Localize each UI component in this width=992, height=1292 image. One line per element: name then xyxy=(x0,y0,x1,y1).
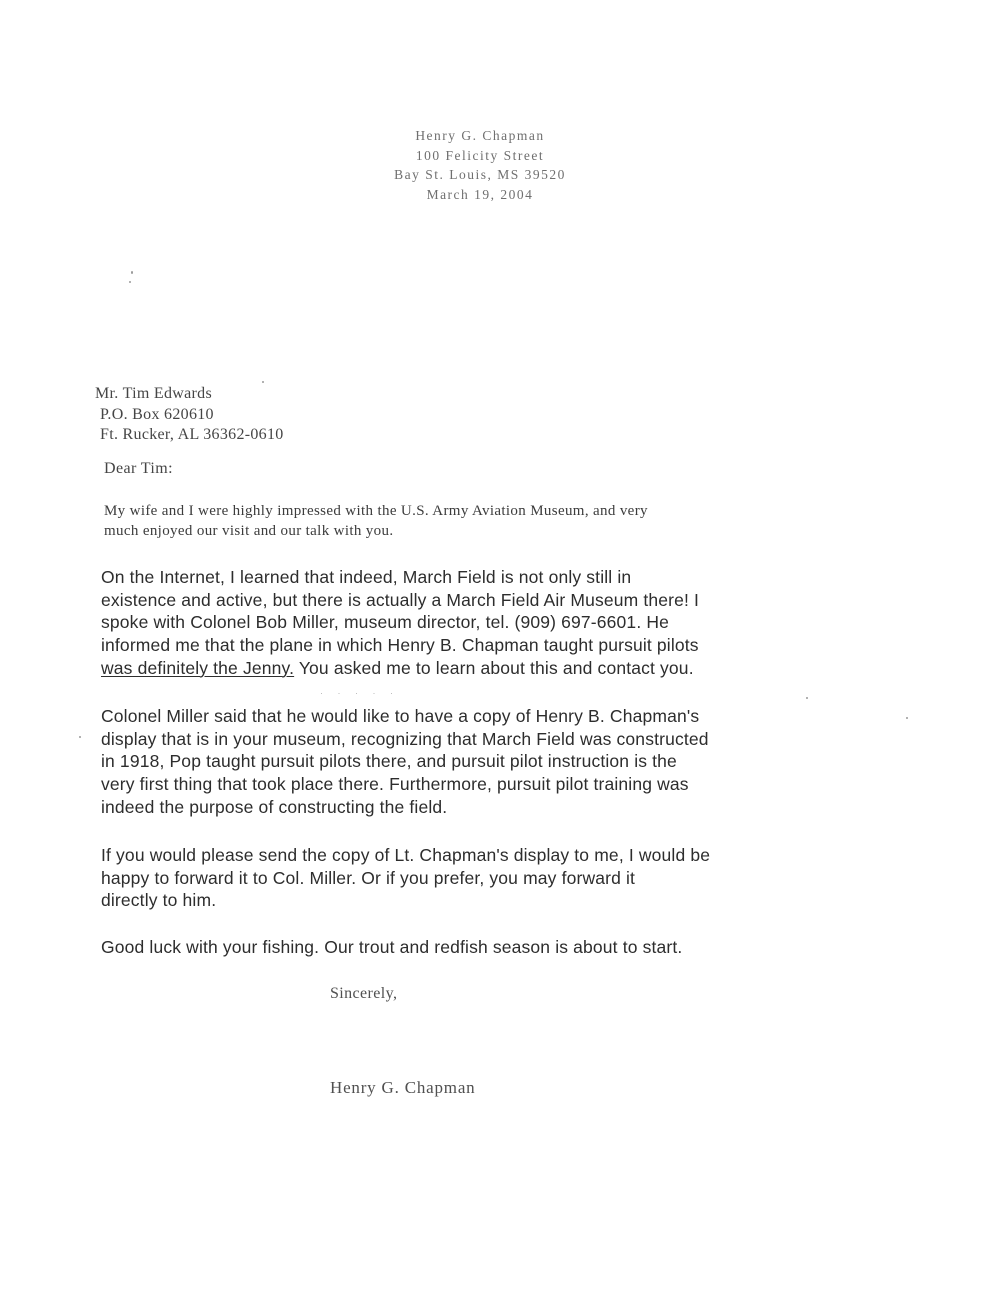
scan-speck xyxy=(806,697,808,699)
scan-speck xyxy=(129,281,131,283)
paragraph-line: Good luck with your fishing. Our trout and redfish season is about to start. xyxy=(101,937,683,957)
paragraph-line: much enjoyed our visit and our talk with you. xyxy=(104,522,394,539)
paragraph-line: spoke with Colonel Bob Miller, museum director, tel. (909) 697-6601. He xyxy=(101,612,670,633)
paragraph-line: existence and active, but there is actually a March Field Air Museum there! I xyxy=(101,589,700,610)
sender-name: Henry G. Chapman xyxy=(415,128,545,143)
sender-address-block xyxy=(380,126,580,204)
paragraph-intro xyxy=(104,502,884,541)
paragraph-line: My wife and I were highly impressed with the U.S. Army Aviation Museum, and very xyxy=(104,503,648,519)
scan-speck xyxy=(131,271,133,274)
recipient-box: P.O. Box 620610 xyxy=(100,405,214,423)
closing: Sincerely, xyxy=(330,985,398,1002)
scan-speck xyxy=(262,381,264,383)
paragraph-line: directly to him. xyxy=(101,890,217,911)
paragraph-line: in 1918, Pop taught pursuit pilots there, and pursuit pilot instruction is the xyxy=(101,751,677,772)
recipient-address-block xyxy=(95,384,284,446)
paragraph-line: indeed the purpose of constructing the field. xyxy=(101,796,448,817)
paragraph-line: happy to forward it to Col. Miller. Or if you prefer, you may forward it xyxy=(101,867,636,888)
scan-artifact-marks: · · · · · xyxy=(320,688,399,698)
paragraph-line: very first thing that took place there. Furthermore, pursuit pilot training was xyxy=(101,774,689,795)
paragraph-line xyxy=(101,657,881,680)
paragraph-line: Colonel Miller said that he would like to have a copy of Henry B. Chapman's xyxy=(101,706,700,726)
paragraph-line: informed me that the plane in which Henry B. Chapman taught pursuit pilots xyxy=(101,635,699,656)
underlined-phrase: was definitely the Jenny. xyxy=(101,657,295,678)
paragraph-march-field xyxy=(101,566,881,680)
paragraph-line: On the Internet, I learned that indeed, March Field is not only still in xyxy=(101,567,632,587)
recipient-city: Ft. Rucker, AL 36362-0610 xyxy=(100,426,284,443)
letter-date: March 19, 2004 xyxy=(426,186,534,202)
signature-name: Henry G. Chapman xyxy=(330,1078,476,1097)
paragraph-colonel-miller xyxy=(101,705,881,819)
paragraph-request xyxy=(101,844,881,912)
paragraph-fishing xyxy=(101,936,881,959)
scan-speck xyxy=(906,717,908,719)
paragraph-line: display that is in your museum, recognizing that March Field was constructed xyxy=(101,728,709,749)
paragraph-line: If you would please send the copy of Lt. Chapman's display to me, I would be xyxy=(101,845,711,865)
recipient-name: Mr. Tim Edwards xyxy=(95,385,212,402)
scan-speck xyxy=(79,736,81,738)
sender-street: 100 Felicity Street xyxy=(415,147,545,163)
paragraph-line-rest: You asked me to learn about this and contact you. xyxy=(294,657,694,678)
salutation: Dear Tim: xyxy=(104,460,173,477)
sender-city: Bay St. Louis, MS 39520 xyxy=(394,167,566,182)
